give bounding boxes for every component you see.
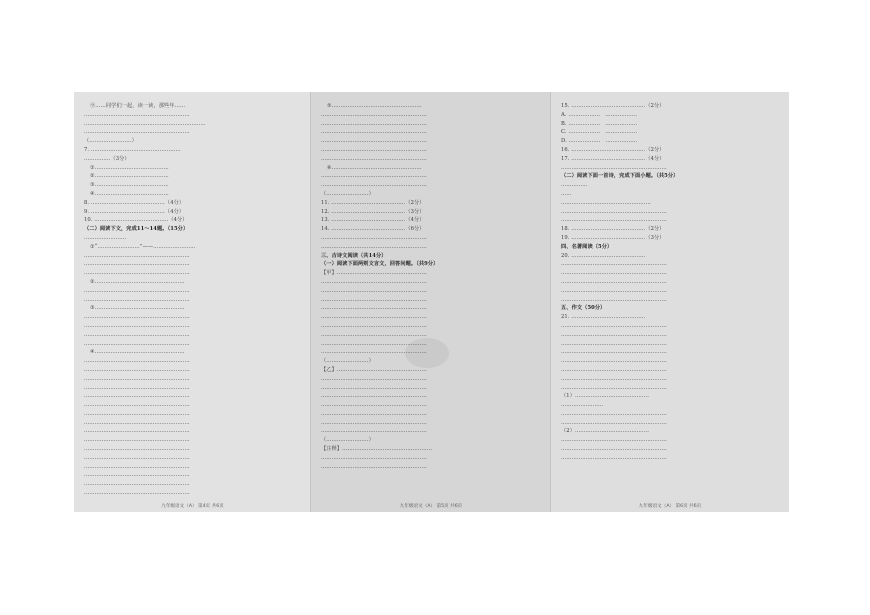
text-line: …………………………………………………… <box>84 472 190 479</box>
text-line: …………………………………………………… <box>561 437 667 444</box>
text-line: …………………………………………………… <box>84 446 190 453</box>
page-6-footer: 九年级语文（A） 第6页 共6页 <box>638 504 702 509</box>
text-line: 五、作文（50分） <box>561 305 606 312</box>
text-line: （二）阅读下面一首诗，完成下面小题。（共5分） <box>561 173 679 180</box>
text-line: 18. ……………………………………（2分） <box>561 226 665 233</box>
text-line: （一）阅读下面两则文言文，回答问题。（共9分） <box>321 261 439 268</box>
text-line: …………………………………………………… <box>321 314 427 321</box>
text-line: …………………………………………………… <box>321 296 427 303</box>
text-line: …………………………………………………… <box>84 402 190 409</box>
text-line: 9. ……………………………………（4分） <box>84 208 185 215</box>
text-line: 12. ……………………………………（3分） <box>321 208 425 215</box>
text-line: …………………………………………………… <box>84 261 190 268</box>
text-line: （……………………） <box>84 138 137 145</box>
page-5-text <box>321 102 541 471</box>
text-line: 15. ……………………………………（2分） <box>561 103 665 109</box>
text-line: …………………………………………………… <box>561 410 667 417</box>
text-line: …………………………………………………… <box>321 410 427 417</box>
page-5 <box>311 92 551 512</box>
text-line: ⑨……同学们一起，读一读，那些年…… <box>90 103 186 109</box>
page-4-footer: 九年级语文（A） 第4页 共6页 <box>161 504 224 509</box>
text-line: …………………………………………………… <box>561 349 667 356</box>
text-line: （……………………） <box>321 190 374 197</box>
text-line: …………………………………………………… <box>321 384 427 391</box>
text-line: …………………………………………………… <box>561 164 667 171</box>
text-line: ①…………………………………… <box>90 164 169 171</box>
text-line: D. ……………… ……………… <box>561 138 638 145</box>
text-line: …………………………………………………… <box>561 446 667 453</box>
text-line: …………………………………………………… <box>321 155 427 162</box>
text-line: …………………………………………………… <box>84 314 190 321</box>
text-line: …………………………………………………… <box>84 410 190 417</box>
text-line: …………………………………………………………… <box>84 120 206 127</box>
text-line: ⑥…………………………………………… <box>327 164 422 171</box>
text-line: 11. ……………………………………（2分） <box>321 199 425 206</box>
text-line: …………………………………………………… <box>321 305 427 312</box>
text-line: …………………………………………………… <box>321 393 427 400</box>
text-line: …………………………………………………… <box>321 349 427 356</box>
text-line: ④…………………………………… <box>90 190 169 197</box>
text-line: …………………………………………………… <box>561 340 667 347</box>
text-line: …………………………………………………… <box>561 278 667 285</box>
text-line: …………………………………………………… <box>321 402 427 409</box>
text-line: …………………………………………………… <box>84 366 190 373</box>
text-line: …………………………………………………… <box>84 490 190 497</box>
text-line: …………………………………………………… <box>321 129 427 136</box>
text-line: 19. ……………………………………（3分） <box>561 234 665 241</box>
page-4-text <box>84 102 301 498</box>
text-line: ⑤…………………………………………… <box>327 103 422 109</box>
text-line: 14. ……………………………………（6分） <box>321 226 425 233</box>
scanned-exam-sheet <box>74 92 789 512</box>
text-line: 10. ……………………………………（4分） <box>84 217 188 224</box>
text-line: …………………………………………………… <box>321 138 427 145</box>
text-line: …………………………………………………… <box>561 454 667 461</box>
text-line: …………………………………………………… <box>321 287 427 294</box>
text-line: …………………………………………………… <box>321 331 427 338</box>
text-line: ②…………………………………………… <box>90 278 185 285</box>
text-line: …………………………………………………… <box>561 208 667 215</box>
text-line: …………………………………………………… <box>321 278 427 285</box>
text-line: …………………………………………………… <box>561 261 667 268</box>
text-line: 四、名著阅读（5分） <box>561 243 613 250</box>
text-line: …………………………………………………… <box>561 270 667 277</box>
text-line: …………………… <box>84 234 127 241</box>
text-line: ③…………………………………………… <box>90 305 185 312</box>
text-line: 【乙】…………………………………………… <box>321 366 427 373</box>
text-line: …………………………………………………… <box>321 182 427 189</box>
page-5-footer: 九年级语文（A） 第5页 共6页 <box>399 504 463 509</box>
text-line: …………………………………………………… <box>84 481 190 488</box>
text-line: …………………………………………………… <box>321 243 427 250</box>
text-line: （1）…………………………………… <box>561 393 650 400</box>
text-line: …………………………………………………… <box>84 384 190 391</box>
text-line: …………………………………………………… <box>561 358 667 365</box>
text-line: …………………………………………………… <box>84 428 190 435</box>
text-line: …………………………………………………… <box>321 322 427 329</box>
page-6-text <box>561 102 779 463</box>
text-line: 20. …………………………………… <box>561 252 646 259</box>
text-line: ②…………………………………… <box>90 173 169 180</box>
text-line: 三、古诗文阅读（共14分） <box>321 252 387 259</box>
text-line: …… <box>561 190 572 197</box>
text-line: …………… <box>561 182 588 189</box>
text-line: ……………（3分） <box>84 155 130 162</box>
text-line: …………………………………………………… <box>321 120 427 127</box>
text-line: 16. ……………………………………（2分） <box>561 146 665 153</box>
text-line: …………………………………………………… <box>321 375 427 382</box>
text-line: …………………………………………………… <box>84 111 190 118</box>
text-line: ③…………………………………… <box>90 182 169 189</box>
page-6 <box>551 92 789 512</box>
text-line: …………………………………………………… <box>561 296 667 303</box>
text-line: （……………………） <box>321 437 374 444</box>
text-line: …………………………………………………… <box>84 437 190 444</box>
text-line: …………………………………………………… <box>321 428 427 435</box>
text-line: ①“……………………”——…………………… <box>90 243 196 250</box>
text-line: …………………………………………………… <box>321 111 427 118</box>
text-line: 【注释】…………………………………………… <box>321 446 433 453</box>
text-line: …………………………………………………… <box>84 296 190 303</box>
text-line: 7. …………………………………………… <box>84 146 181 153</box>
text-line: 17. ……………………………………（4分） <box>561 155 665 162</box>
text-line: …………………………………………………… <box>321 234 427 241</box>
page-4 <box>74 92 311 512</box>
text-line: …………………………………………………… <box>84 331 190 338</box>
text-line: A. ……………… ……………… <box>561 111 638 118</box>
text-line: …………………………………………………… <box>561 322 667 329</box>
text-line: …………………………………………………… <box>561 384 667 391</box>
text-line: …………………………………………………… <box>84 375 190 382</box>
text-line: …………………………………………………… <box>321 340 427 347</box>
text-line: 13. ……………………………………（4分） <box>321 217 425 224</box>
text-line: …………………………………………………… <box>561 366 667 373</box>
text-line: …………………………………………………… <box>84 287 190 294</box>
text-line: 【甲】…………………………………………… <box>321 270 427 277</box>
text-line: …………………………………………………… <box>84 419 190 426</box>
text-line: （2）…………………………………… <box>561 428 650 435</box>
text-line: （……………………） <box>321 358 374 365</box>
text-line: …………………………………………………… <box>321 146 427 153</box>
text-line: 21. …………………………………… <box>561 314 646 321</box>
text-line: …………………………………………………… <box>84 322 190 329</box>
text-line: …………………………………………………… <box>321 419 427 426</box>
text-line: （二）阅读下文，完成11～14题。（15分） <box>84 226 189 233</box>
text-line: ④…………………………………………… <box>90 349 185 356</box>
text-line: …………………………………………………… <box>84 270 190 277</box>
text-line: …………………………………………………… <box>561 331 667 338</box>
text-line: …………………………………………………… <box>561 287 667 294</box>
text-line: …………………………………………… <box>561 199 651 206</box>
text-line: 8. ……………………………………（4分） <box>84 199 185 206</box>
text-line: …………………………………………………… <box>321 463 427 470</box>
text-line: …………………………………………………… <box>84 129 190 136</box>
text-line: …………………………………………………… <box>84 358 190 365</box>
text-line: …………………………………………………… <box>84 393 190 400</box>
text-line: …………………………………………………… <box>561 217 667 224</box>
text-line: …………………… <box>561 402 604 409</box>
text-line: …………………………………………………… <box>321 173 427 180</box>
text-line: …………………………………………………… <box>84 454 190 461</box>
text-line: …………………………………………………… <box>561 375 667 382</box>
text-line: …………………………………………………… <box>84 252 190 259</box>
text-line: …………………………………………………… <box>561 419 667 426</box>
text-line: B. ……………… ……………… <box>561 120 638 127</box>
text-line: …………………………………………………… <box>84 340 190 347</box>
text-line: …………………………………………………… <box>84 463 190 470</box>
text-line: …………………………………………………… <box>321 454 427 461</box>
text-line: C. ……………… ……………… <box>561 129 638 136</box>
